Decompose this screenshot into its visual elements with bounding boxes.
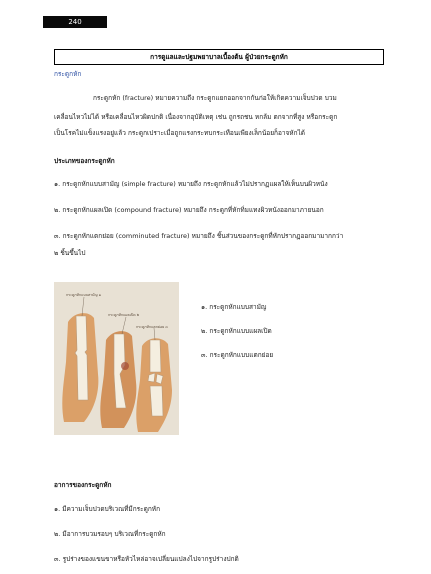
type-item-1: ๑. กระดูกหักแบบสามัญ (simple fracture) หมายถึง กระดูกหักแล้วไม่ปรากฏแผลให้เห็นบนผิวหนัง: [54, 180, 328, 188]
figure-list-item-3: ๓. กระดูกหักแบบแตกย่อย: [201, 351, 274, 359]
definition-line-2: เคลื่อนไหวไม่ได้ หรือเคลื่อนไหวผิดปกติ เนื่องจากอุบัติเหตุ เช่น ถูกรถชน หกล้ม ตกจากที่สูง หรือกระดูก: [54, 113, 338, 121]
page-number-bar: [43, 16, 107, 28]
types-heading: ประเภทของกระดูกหัก: [54, 157, 115, 165]
fracture-types-drawing: [54, 282, 179, 435]
fracture-illustration: [54, 282, 179, 435]
figure-list-item-2: ๒. กระดูกหักแบบแผลเปิด: [201, 327, 272, 335]
figure-list-item-1: ๑. กระดูกหักแบบสามัญ: [201, 303, 267, 311]
bone-3-lower: [150, 386, 163, 416]
symptom-item-3: ๓. รูปร่างของแขนขาหรือหัวไหล่อาจเปลี่ยนแปลงไปจากรูปร่างปกติ: [54, 555, 239, 563]
figure-label-3: กระดูกหักแตกย่อย ๓: [136, 325, 168, 329]
symptoms-heading: อาการของกระดูกหัก: [54, 481, 112, 489]
page-number: 240: [68, 18, 82, 26]
definition-line-3: เป็นโรคไม่แข็งแรงอยู่แล้ว กระดูกเปราะเมื่อถูกแรงกระทบกระเทือนเพียงเล็กน้อยก็อาจหักได้: [54, 129, 306, 137]
type-item-3-continued: ๒ ชิ้นขึ้นไป: [54, 249, 86, 257]
type-item-3: ๓. กระดูกหักแตกย่อย (comminuted fracture) หมายถึง ชิ้นส่วนของกระดูกที่หักปรากฏออกมามากกว่า: [54, 232, 344, 240]
document-title: การดูแลและปฐมพยาบาลเบื้องต้น ผู้ป่วยกระดูกหัก: [54, 49, 384, 65]
symptom-item-1: ๑. มีความเจ็บปวดบริเวณที่มีกระดูกหัก: [54, 505, 161, 513]
definition-line-1: กระดูกหัก (fracture) หมายความถึง กระดูกแยกออกจากกันก่อให้เกิดความเจ็บปวด บวม: [93, 94, 337, 102]
bone-3-upper: [150, 340, 161, 372]
section-label: กระดูกหัก: [54, 70, 82, 78]
type-item-2: ๒. กระดูกหักแผลเปิด (compound fracture) หมายถึง กระดูกที่หักทิ่มแทงผิวหนังออกมาภายนอก: [54, 206, 324, 214]
open-wound-mark: [121, 362, 129, 370]
figure-label-2: กระดูกหักแผลเปิด ๒: [108, 313, 140, 317]
symptom-item-2: ๒. มีอาการบวมรอบๆ บริเวณที่กระดูกหัก: [54, 530, 166, 538]
figure-label-1: กระดูกหักแบบสามัญ ๑: [66, 293, 102, 297]
